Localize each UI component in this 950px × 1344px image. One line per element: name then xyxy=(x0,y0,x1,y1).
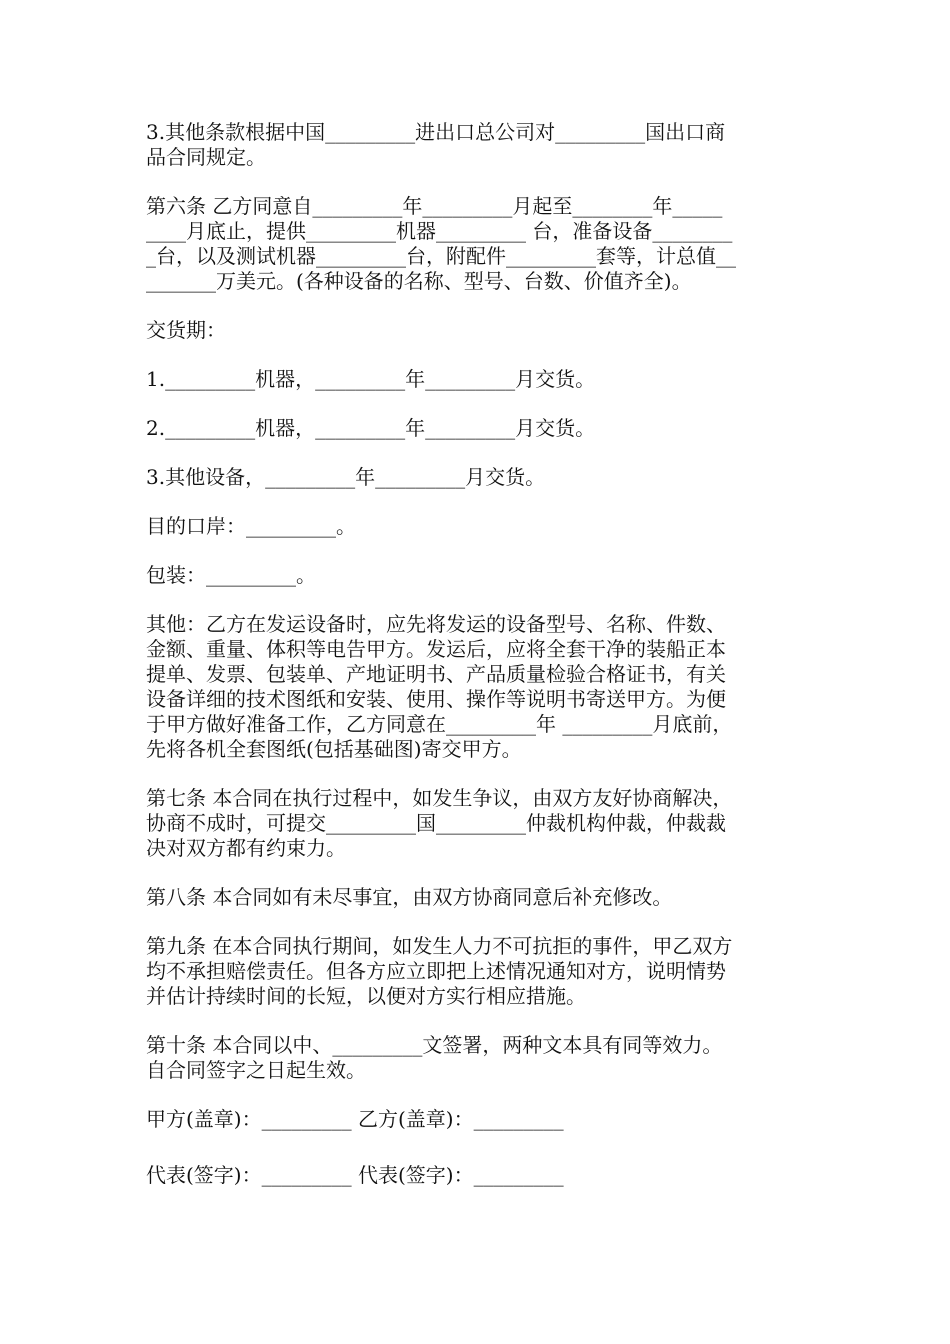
text-line: ____月底止，提供_________机器_________ 台，准备设备________ xyxy=(146,219,733,243)
text-line: 金额、重量、体积等电告甲方。发运后，应将全套干净的装船正本 xyxy=(146,637,726,661)
text-line: 于甲方做好准备工作，乙方同意在_________年 _________月底前， xyxy=(146,712,733,736)
text-line: _______万美元。(各种设备的名称、型号、台数、价值齐全)。 xyxy=(146,269,692,293)
text-line: 第十条 本合同以中、_________文签署，两种文本具有同等效力。 xyxy=(146,1033,723,1057)
text-line: 包装：_________。 xyxy=(146,563,316,587)
text-line: 目的口岸：_________。 xyxy=(146,514,356,538)
text-line: 3.其他设备，_________年_________月交货。 xyxy=(146,465,546,489)
contract-paragraph xyxy=(146,934,808,1009)
text-line: 并估计持续时间的长短，以便对方实行相应措施。 xyxy=(146,984,586,1008)
text-line: 第七条 本合同在执行过程中，如发生争议，由双方友好协商解决， xyxy=(146,786,733,810)
signature-line: 代表(签字)：_________ 代表(签字)：_________ xyxy=(146,1163,564,1187)
contract-paragraph xyxy=(146,194,808,294)
contract-paragraph xyxy=(146,786,808,861)
contract-paragraph xyxy=(146,120,808,170)
contract-paragraph xyxy=(146,885,808,910)
text-line: 品合同规定。 xyxy=(146,145,266,169)
signature-line: 甲方(盖章)：_________ 乙方(盖章)：_________ xyxy=(146,1107,564,1131)
text-line: 设备详细的技术图纸和安装、使用、操作等说明书寄送甲方。为便 xyxy=(146,687,726,711)
text-line: _台，以及测试机器_________台，附配件_________套等，计总值__ xyxy=(146,244,736,268)
text-line: 第六条 乙方同意自_________年_________月起至________年_____ xyxy=(146,194,723,218)
text-line: 2._________机器，_________年_________月交货。 xyxy=(146,416,596,440)
text-line: 1._________机器，_________年_________月交货。 xyxy=(146,367,596,391)
text-line: 自合同签字之日起生效。 xyxy=(146,1058,366,1082)
text-line: 交货期： xyxy=(146,318,226,342)
contract-paragraph xyxy=(146,563,808,588)
contract-paragraph xyxy=(146,318,808,343)
contract-paragraph xyxy=(146,612,808,762)
contract-paragraph xyxy=(146,367,808,392)
contract-paragraph xyxy=(146,514,808,539)
text-line: 第九条 在本合同执行期间，如发生人力不可抗拒的事件，甲乙双方 xyxy=(146,934,733,958)
text-line: 其他：乙方在发运设备时，应先将发运的设备型号、名称、件数、 xyxy=(146,612,726,636)
text-line: 3.其他条款根据中国_________进出口总公司对_________国出口商 xyxy=(146,120,726,144)
contract-body xyxy=(146,120,808,1219)
text-line: 先将各机全套图纸(包括基础图)寄交甲方。 xyxy=(146,737,522,761)
text-line: 决对双方都有约束力。 xyxy=(146,836,346,860)
contract-paragraph xyxy=(146,465,808,490)
contract-paragraph xyxy=(146,416,808,441)
text-line: 协商不成时，可提交_________国_________仲裁机构仲裁，仲裁裁 xyxy=(146,811,726,835)
text-line: 均不承担赔偿责任。但各方应立即把上述情况通知对方，说明情势 xyxy=(146,959,726,983)
text-line: 第八条 本合同如有未尽事宜，由双方协商同意后补充修改。 xyxy=(146,885,673,909)
text-line: 提单、发票、包装单、产地证明书、产品质量检验合格证书，有关 xyxy=(146,662,726,686)
contract-paragraph xyxy=(146,1033,808,1083)
